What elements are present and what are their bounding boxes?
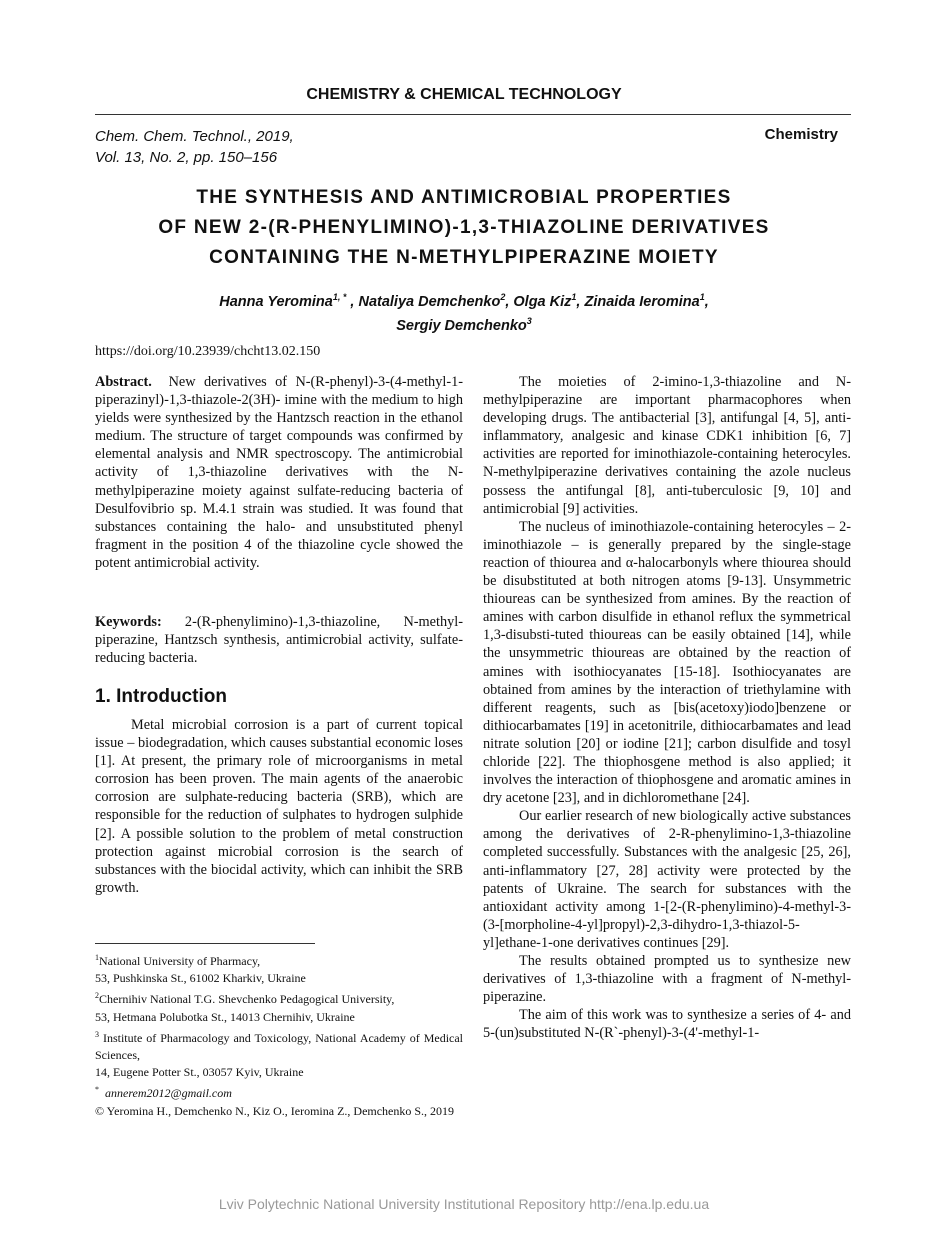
- citation: [95, 126, 294, 168]
- footnote: 14, Eugene Potter St., 03057 Kyiv, Ukraine: [95, 1065, 304, 1080]
- footnote-rule: [95, 943, 315, 944]
- paragraph: The results obtained prompted us to synthesize new derivatives of 1,3-thiazoline with a fragment of N-methyl-piperazine.: [483, 953, 851, 1006]
- footnote: $^1$National University of Pharmacy,: [95, 953, 261, 968]
- author: Sergiy Demchenko: [396, 317, 527, 334]
- abstract: [95, 373, 463, 572]
- right-column: [483, 373, 851, 1042]
- author-affil: 1: [699, 292, 705, 302]
- footnote: $^3$ Institute of Pharmacology and Toxicology, National Academy of Medical Sciences,: [95, 1029, 464, 1063]
- author: Hanna Yeromina: [219, 293, 333, 310]
- paragraph: The moieties of 2-imino-1,3-thiazoline and N-methylpiperazine are important pharmacophores when developing drugs. The antibacterial [3], antifungal [4, 5], anti-inflammatory, analgesic and kinase CDK1 inhibition [6, 7] activities are reported for iminothiazole-containing heterocyles. N-methylpiperazine derivatives containing the azole nucleus possess the antifungal [8], anti-tuberculosic [9, 10] and antimicrobial [9] activities.: [483, 374, 851, 517]
- keywords-text: 2-(R-phenylimino)-1,3-thiazoline, N-methyl-piperazine, Hantzsch synthesis, antimicrobial activity, sulfate-reducing bacteria.: [95, 614, 464, 667]
- header-rule: [95, 114, 851, 115]
- footnotes: [95, 949, 463, 1120]
- footnote: $^2$Chernihiv National T.G. Shevchenko Pedagogical University,: [95, 991, 395, 1007]
- paragraph: Our earlier research of new biologically active substances among the derivatives of 2-R-phenylimino-1,3-thiazoline completed successfully. Substances with the analgesic [25, 26], anti-inflammatory [27, 28] activity were protected by the patents of Ukraine. The search for substances with the antioxidant activity among 1-[2-(R-phenylimino)-4-methyl-3-(3-[morpholine-4-yl]propyl)-2,3-dihydro-1,3-thiazol-5-yl]ethane-1-one derivatives continues [29].: [483, 808, 851, 951]
- author: Zinaida Ieromina: [584, 293, 700, 310]
- doi-link[interactable]: https://doi.org/10.23939/chcht13.02.150: [95, 344, 321, 359]
- footnote: 53, Pushkinska St., 61002 Kharkiv, Ukraine: [95, 971, 306, 986]
- footnote: 53, Hetmana Polubotka St., 14013 Chernihiv, Ukraine: [95, 1009, 355, 1024]
- author-affil: 3: [526, 315, 532, 326]
- introduction-text: [95, 716, 463, 897]
- keywords-label: Keywords:: [95, 614, 162, 630]
- paragraph: Metal microbial corrosion is a part of current topical issue – biodegradation, which causes substantial economic loses [1]. At present, the primary role of microorganisms in metal corrosion has been proven. The main agents of the anaerobic corrosion are sulphate-reducing bacteria (SRB), which are responsible for the reduction of sulphates to hydrogen sulphide [2]. A possible solution to the problem of metal construction protection against microbial corrosion is the search of substances with the biocidal activity, which can inhibit the SRB growth.: [95, 717, 463, 896]
- copyright: © Yeromina H., Demchenko N., Kiz O., Ieromina Z., Demchenko S., 2019: [95, 1103, 455, 1118]
- paper-title: [0, 183, 928, 273]
- author: Olga Kiz: [513, 293, 572, 310]
- author-affil: 1: [571, 292, 577, 302]
- author-affil: 2: [500, 292, 506, 302]
- author-affil: 1, *: [332, 292, 347, 302]
- section-label: Chemistry: [764, 126, 838, 143]
- citation-line-2: Vol. 13, No. 2, pp. 150–156: [95, 149, 278, 166]
- footnote-email: * annerem2012@gmail.com: [95, 1085, 232, 1101]
- title-line-3: CONTAINING THE N-METHYLPIPERAZINE MOIETY: [209, 247, 719, 268]
- paragraph: The aim of this work was to synthesize a series of 4- and 5-(un)substituted N-(R`-phenyl)-3-(4'-methyl-1-: [483, 1007, 851, 1042]
- journal-name: CHEMISTRY & CHEMICAL TECHNOLOGY: [306, 86, 622, 103]
- author: Nataliya Demchenko: [358, 293, 501, 310]
- title-line-2: OF NEW 2-(R-PHENYLIMINO)-1,3-THIAZOLINE DERIVATIVES: [158, 217, 770, 238]
- author-list: Hanna Yeromina$^{1, *}$ , Nataliya Demchenko$^2$, Olga Kiz$^1$, Zinaida Ieromina$^1$, Sergiy Demchenko$^3$: [219, 292, 709, 334]
- keywords: [95, 613, 463, 667]
- abstract-label: Abstract.: [95, 374, 152, 390]
- abstract-text: New derivatives of N-(R-phenyl)-3-(4-methyl-1-piperazinyl)-1,3-thiazole-2(3H)- imine with the medium to high yields were synthesized by the Hantzsch reaction in the ethanol medium. The structure of target compounds was confirmed by elemental analysis and NMR spectroscopy. The antimicrobial activity of 1,3-thiazoline derivatives with the N-methylpiperazine moiety against sulfate-reducing bacteria of Desulfovibrio sp. M.4.1 strain was studied. It was found that substances containing the halo- and unsubstituted phenyl fragment in the position 4 of the thiazoline cycle showed the potent antimicrobial activity.: [95, 374, 463, 571]
- title-line-1: THE SYNTHESIS AND ANTIMICROBIAL PROPERTIES: [196, 187, 732, 208]
- repository-footer: Lviv Polytechnic National University Institutional Repository http://ena.lp.edu.ua: [218, 1196, 710, 1212]
- citation-line-1: Chem. Chem. Technol., 2019,: [95, 128, 294, 145]
- paragraph: The nucleus of iminothiazole-containing heterocyles – 2-iminothiazole – is generally prepared by the single-stage reaction of thiourea and α-halocarbonyls where thiourea should be disubstituted at both nitrogen atoms [9-13]. Unsymmetric thioureas can be synthesized from amines. By the reaction of amines with carbon disulfide in ethanol reflux the symmetrical 1,3-disubsti-tuted thioureas can be easily obtained [14], while the unsymmetric thioureas are obtained by the reaction of amines with isothiocyanates [15-18]. Isothiocyanates are obtained from amines by the interaction of triethylamine with different reagents, such as [bis(acetoxy)iodo]benzene or dithiocarbamates [19] in acetonitrile, dithiocarbamates and lead nitrate solution [20] or iodine [21]; carbon disulfide and tosyl chloride [22]. The thiophosgene method is also applied; it involves the interaction of thiophosgene and aromatic amines in dry acetone [23], and in dichloromethane [24].: [483, 518, 851, 807]
- section-heading-introduction: 1. Introduction: [95, 686, 227, 707]
